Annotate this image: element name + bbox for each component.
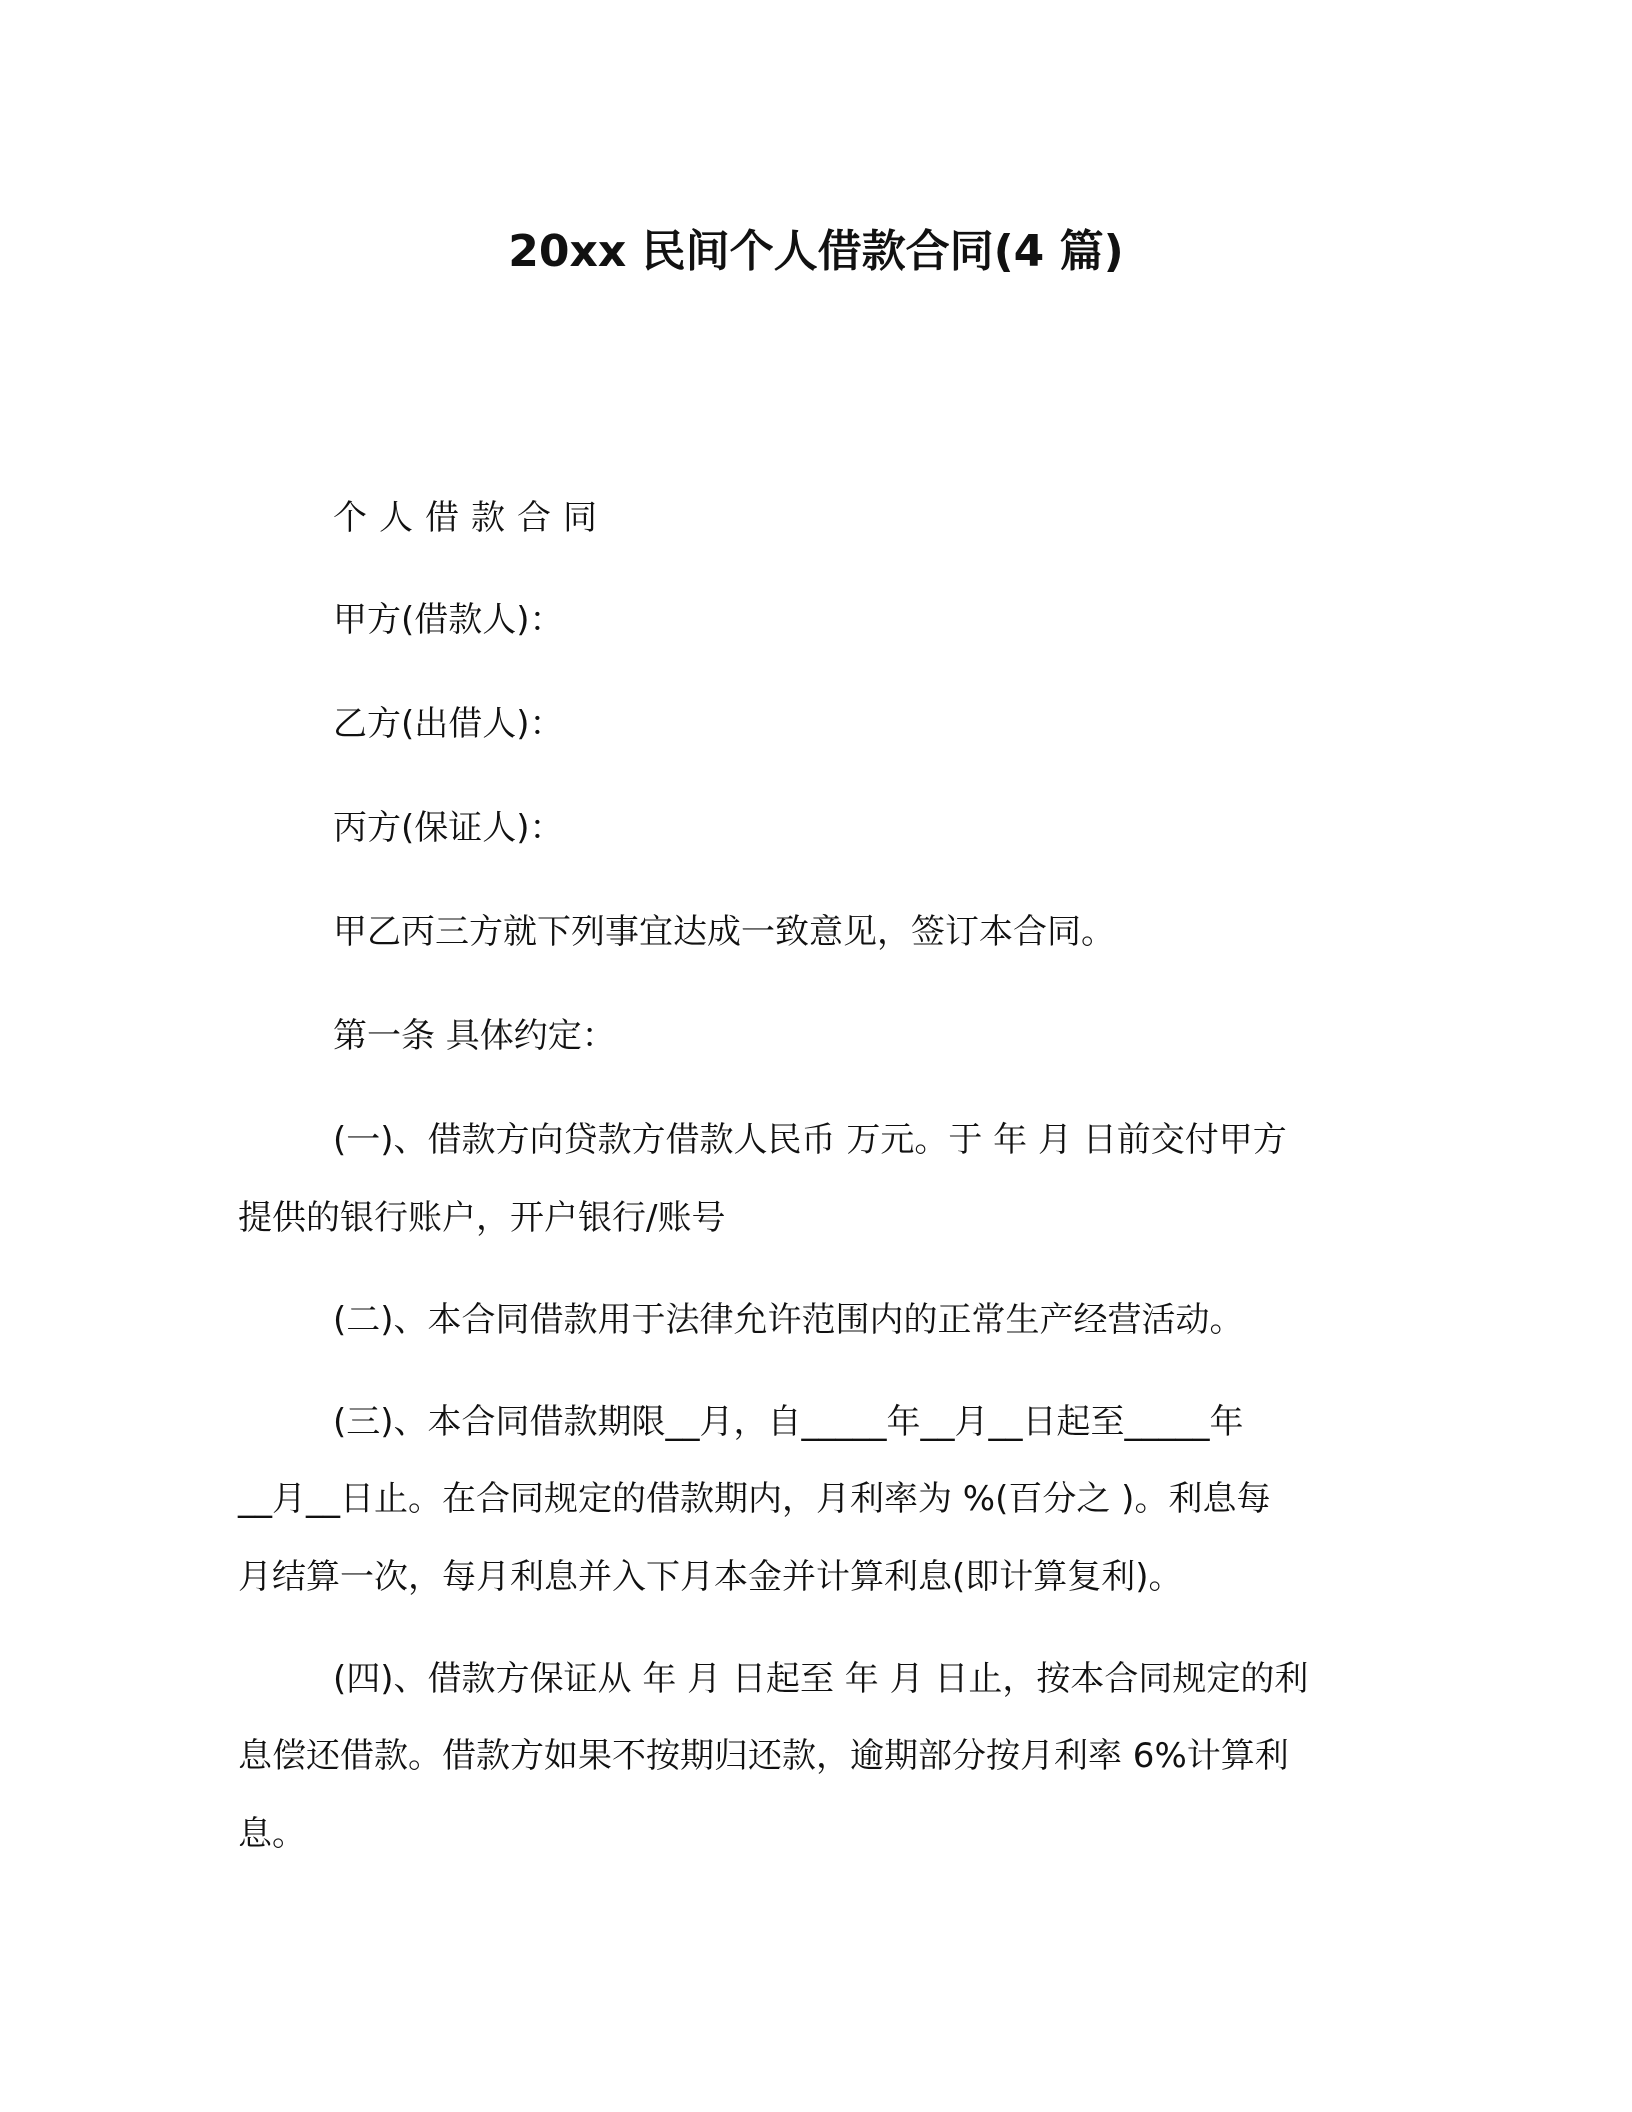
- clause-2-line-1: (二)、本合同借款用于法律允许范围内的正常生产经营活动。: [333, 1300, 1244, 1340]
- party-a-label: 甲方(借款人)：: [333, 600, 564, 640]
- document-title: 20xx 民间个人借款合同(4 篇): [508, 226, 1124, 277]
- article-1-title: 第一条 具体约定：: [333, 1016, 616, 1056]
- clause-4-line-3: 息。: [238, 1814, 306, 1854]
- clause-4-line-2: 息偿还借款。借款方如果不按期归还款，逾期部分按月利率 6%计算利: [238, 1736, 1289, 1776]
- clause-3-line-1: (三)、本合同借款期限__月，自_____年__月__日起至_____年: [333, 1402, 1244, 1442]
- clause-1-line-1: (一)、借款方向贷款方借款人民币 万元。于 年 月 日前交付甲方: [333, 1120, 1287, 1160]
- agreement-statement: 甲乙丙三方就下列事宜达成一致意见，签订本合同。: [333, 912, 1115, 952]
- party-c-label: 丙方(保证人)：: [333, 808, 564, 848]
- clause-3-line-3: 月结算一次，每月利息并入下月本金并计算利息(即计算复利)。: [238, 1557, 1183, 1597]
- clause-1-line-2: 提供的银行账户，开户银行/账号: [238, 1198, 726, 1238]
- clause-3-line-2: __月__日止。在合同规定的借款期内，月利率为 %(百分之 )。利息每: [238, 1479, 1271, 1519]
- contract-heading: 个人借款合同: [333, 498, 609, 538]
- clause-4-line-1: (四)、借款方保证从 年 月 日起至 年 月 日止，按本合同规定的利: [333, 1659, 1309, 1699]
- party-b-label: 乙方(出借人)：: [333, 704, 564, 744]
